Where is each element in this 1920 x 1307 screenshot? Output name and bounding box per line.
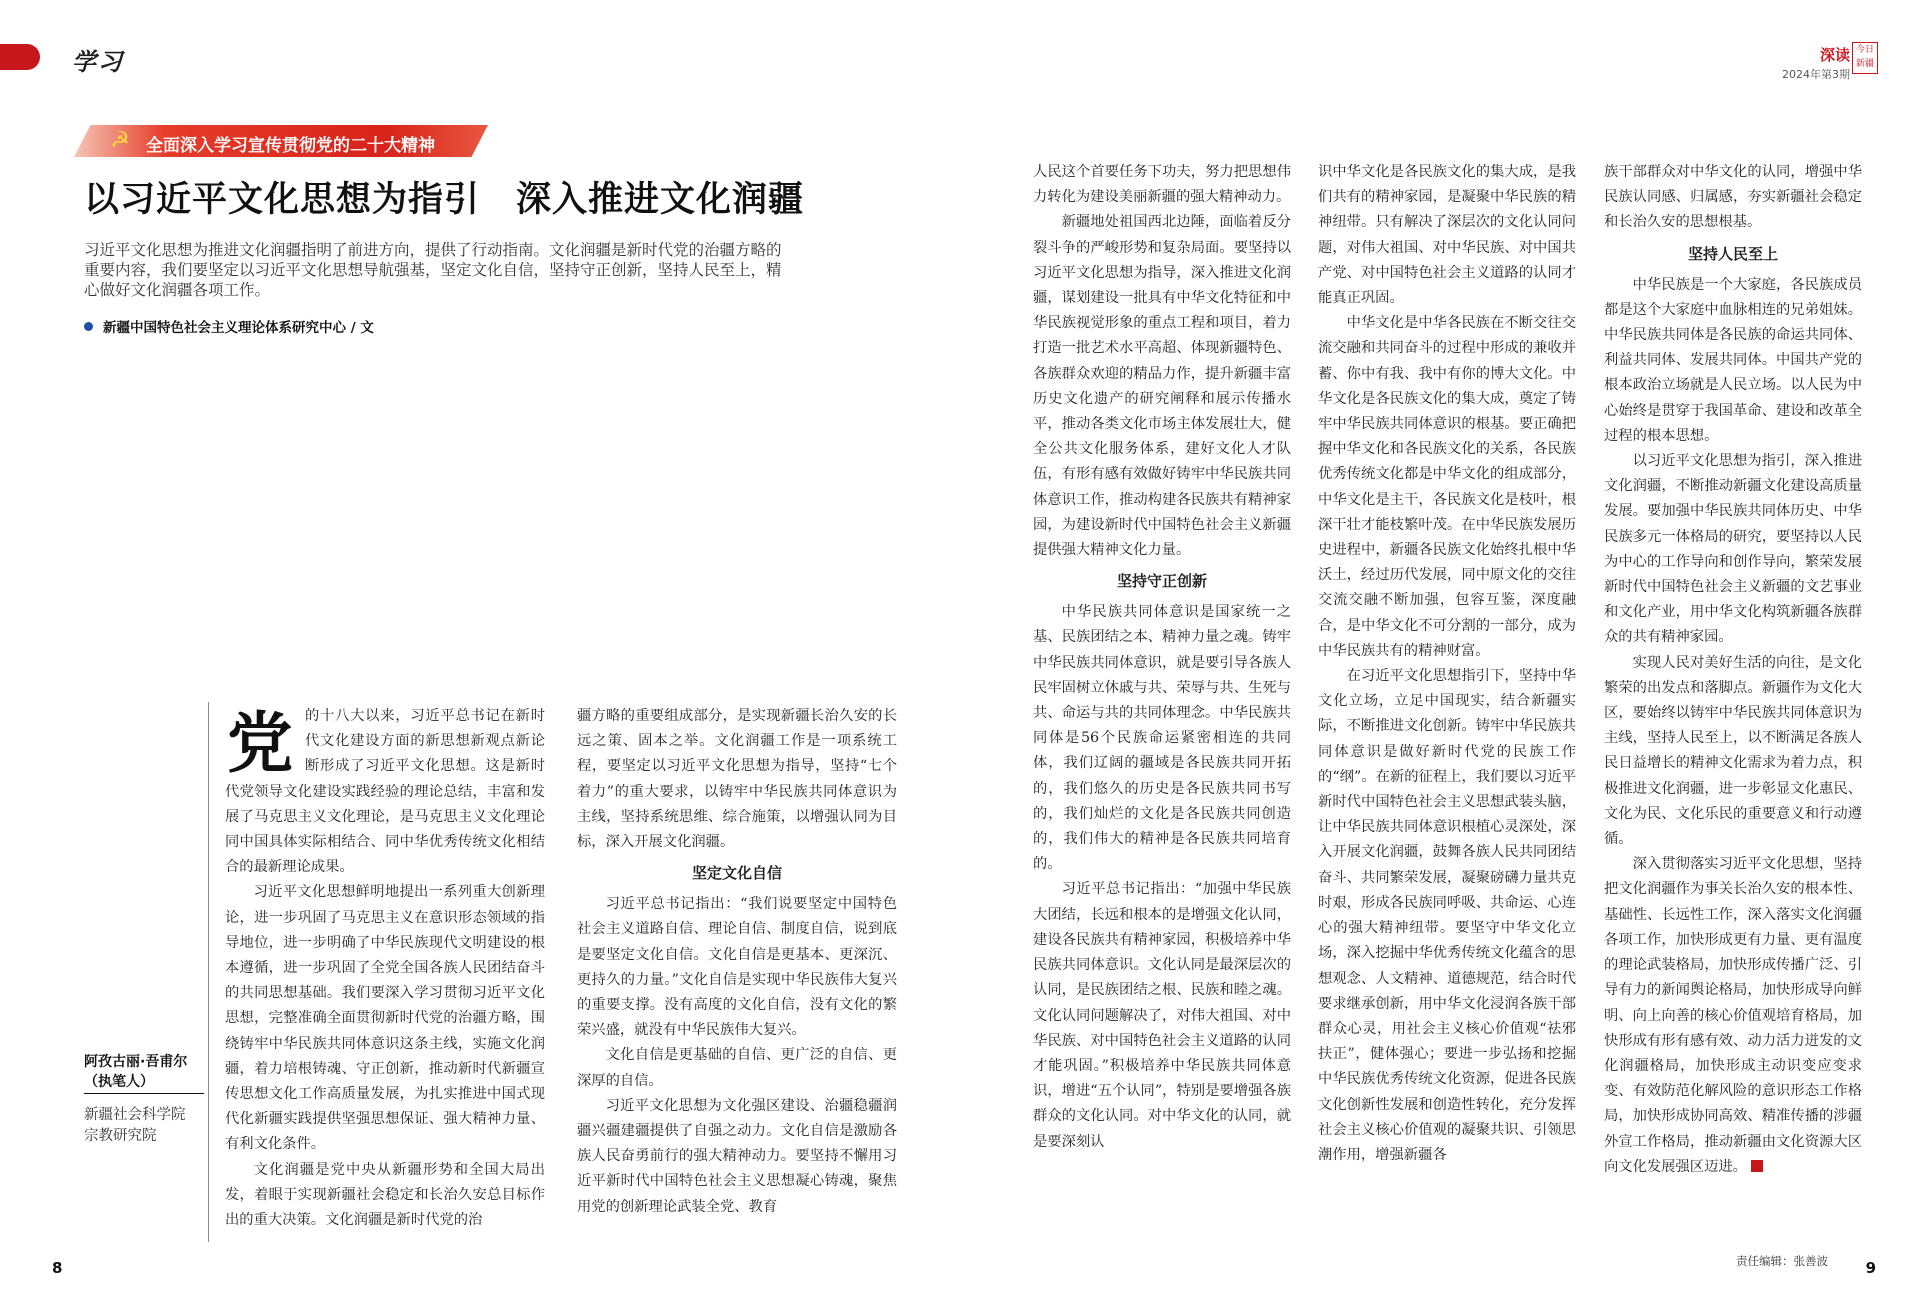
drop-cap: 党 [227, 704, 293, 782]
paragraph: 实现人民对美好生活的向往，是文化繁荣的出发点和落脚点。新疆作为文化大区，要始终以铸牢中华民族共同体意识为主线，坚持人民至上，以不断满足各族人民日益增长的精神文化需求为着力点，积极推进文化润疆，进一步彰显文化惠民、文化为民、文化乐民的重要意义和行动遵循。 [1604, 654, 1862, 848]
paragraph: 疆方略的重要组成部分，是实现新疆长治久安的长远之策、固本之举。文化润疆工作是一项系统工程，要坚定以习近平文化思想为指导，坚持“七个着力”的重大要求，以铸牢中华民族共同体意识为主线，坚持系统思维、综合施策，以增强认同为目标，深入开展文化润疆。 [577, 708, 897, 851]
paragraph [1604, 852, 1862, 1180]
paragraph: 中华文化是中华各民族在不断交往交流交融和共同奋斗的过程中形成的兼收并蓄、你中有我、我中有你的博大文化。中华文化是各民族文化的集大成，奠定了铸牢中华民族共同体意识的根基。要正确把握中华文化和各民族文化的关系，各民族优秀传统文化都是中华文化的组成部分，中华文化是主干，各民族文化是枝叶，根深干壮才能枝繁叶茂。在中华民族发展历史进程中，新疆各民族文化始终扎根中华沃土，经过历代发展，同中原文化的交往交流交融不断加强，包容互鉴，深度融合，是中华文化不可分割的一部分，成为中华民族共有的精神财富。 [1318, 315, 1576, 659]
paragraph: 在习近平文化思想指引下，坚持中华文化立场，立足中国现实，结合新疆实际，不断推进文化创新。铸牢中华民族共同体意识是做好新时代党的民族工作的“纲”。在新的征程上，我们要以习近平新时代中国特色社会主义思想武装头脑，让中华民族共同体意识根植心灵深处，深入开展文化润疆，鼓舞各族人民共同团结奋斗、共同繁荣发展，凝聚磅礴力量共克时艰，形成各民族同呼吸、共命运、心连心的强大精神纽带。要坚守中华文化立场，深入挖掘中华优秀传统文化蕴含的思想观念、人文精神、道德规范，结合时代要求继承创新，用中华文化浸润各族干部群众心灵，用社会主义核心价值观“祛邪扶正”，健体强心；要进一步弘扬和挖掘中华民族优秀传统文化资源，促进各民族文化创新性发展和创造性转化，充分发挥社会主义核心价值观的凝聚共识、引领思潮作用，增强新疆各 [1318, 668, 1576, 1163]
paragraph: 新疆地处祖国西北边陲，面临着反分裂斗争的严峻形势和复杂局面。要坚持以习近平文化思想为指导，深入推进文化润疆，谋划建设一批具有中华文化特征和中华民族视觉形象的重点工程和项目，着力打造一批艺术水平高超、体现新疆特色、各族群众欢迎的精品力作，提升新疆丰富历史文化遗产的研究阐释和展示传播水平，推动各类文化市场主体发展壮大，健全公共文化服务体系，建好文化人才队伍，有形有感有效做好铸牢中华民族共同体意识工作，推动构建各民族共有精神家园，为建设新时代中国特色社会主义新疆提供强大精神文化力量。 [1033, 214, 1291, 559]
paragraph: 的十八大以来，习近平总书记在新时代文化建设方面的新思想新观点新论断形成了习近平文化思想。这是新时代党领导文化建设实践经验的理论总结，丰富和发展了马克思主义文化理论，是马克思主义文化理论同中国具体实际相结合、同中华优秀传统文化相结合的最新理论成果。 [225, 708, 545, 876]
end-of-article-icon [1751, 1160, 1763, 1172]
bullet-dot-icon [84, 322, 93, 331]
section-tab-marker [0, 44, 40, 70]
article-title: 以习近平文化思想为指引 深入推进文化润疆 [84, 180, 805, 220]
article-byline [84, 316, 374, 336]
magazine-logo: 今日新疆 [1852, 42, 1878, 74]
body-column-1 [225, 704, 545, 1233]
byline-text: 新疆中国特色社会主义理论体系研究中心 / 文 [103, 320, 374, 336]
paragraph: 文化自信是更基础的自信、更广泛的自信、更深厚的自信。 [577, 1047, 897, 1089]
section-label: 学习 [72, 48, 124, 76]
paragraph: 人民这个首要任务下功夫，努力把思想伟力转化为建设美丽新疆的强大精神动力。 [1033, 164, 1291, 206]
magazine-brand [1782, 44, 1850, 82]
paragraph: 文化润疆是党中央从新疆形势和全国大局出发，着眼于实现新疆社会稳定和长治久安总目标作出的重大决策。文化润疆是新时代党的治 [225, 1161, 545, 1229]
body-column-5 [1604, 160, 1862, 1180]
page-number-right: 9 [1865, 1259, 1876, 1277]
body-column-4 [1318, 160, 1576, 1168]
paragraph: 习近平总书记指出：“加强中华民族大团结，长远和根本的是增强文化认同，建设各民族共有精神家园，积极培养中华民族共同体意识。文化认同是最深层次的认同，是民族团结之根、民族和睦之魂。文化认同问题解决了，对伟大祖国、对中华民族、对中国特色社会主义道路的认同才能巩固。”积极培养中华民族共同体意识，增进“五个认同”，特别是要增强各族群众的文化认同。对中华文化的认同，就是要深刻认 [1033, 881, 1291, 1150]
section-heading: 坚持守正创新 [1116, 572, 1207, 591]
paragraph-text: 深入贯彻落实习近平文化思想，坚持把文化润疆作为事关长治久安的根本性、基础性、长远性工作，深入落实文化润疆各项工作，加快形成更有力量、更有温度的理论武装格局，加快形成传播广泛、引导有力的新闻舆论格局，加快形成导向鲜明、向上向善的核心价值观培育格局，加快形成有形有感有效、动力活力迸发的文化润疆格局，加快形成主动识变应变求变、有效防范化解风险的意识形态工作格局，加快形成协同高效、精准传播的涉疆外宣工作格局，推动新疆由文化资源大区向文化发展强区迈进。 [1604, 856, 1862, 1175]
paragraph: 习近平文化思想鲜明地提出一系列重大创新理论，进一步巩固了马克思主义在意识形态领域的指导地位，进一步明确了中华民族现代文明建设的根本遵循，进一步巩固了全党全国各族人民团结奋斗的共同思想基础。我们要深入学习贯彻习近平文化思想，完整准确全面贯彻新时代党的治疆方略，围绕铸牢中华民族共同体意识这条主线，实施文化润疆，着力培根铸魂、守正创新，推动新时代新疆宣传思想文化工作高质量发展，为扎实推进中国式现代化新疆实践提供坚强思想保证、强大精神力量、有利文化条件。 [225, 884, 545, 1153]
author-rule [84, 1093, 204, 1094]
section-heading: 坚持人民至上 [1687, 244, 1778, 263]
paragraph: 习近平总书记指出：“我们说要坚定中国特色社会主义道路自信、理论自信、制度自信，说到底是要坚定文化自信。文化自信是更基本、更深沉、更持久的力量。”文化自信是实现中华民族伟大复兴的重要支撑。没有高度的文化自信，没有文化的繁荣兴盛，就没有中华民族伟大复兴。 [577, 896, 897, 1039]
body-column-3 [1033, 160, 1291, 1155]
banner-text: 全面深入学习宣传贯彻党的二十大精神 [146, 136, 435, 156]
brand-name: 深读 [1819, 46, 1850, 64]
paragraph: 族干部群众对中华文化的认同，增强中华民族认同感、归属感，夯实新疆社会稳定和长治久安的思想根基。 [1604, 164, 1862, 231]
author-affiliation: 新疆社会科学院宗教研究院 [84, 1107, 186, 1144]
party-emblem-icon: ☭ [110, 128, 130, 153]
article-lead: 习近平文化思想为推进文化润疆指明了前进方向，提供了行动指南。文化润疆是新时代党的治疆方略的重要内容，我们要坚定以习近平文化思想导航强基，坚定文化自信，坚持守正创新，坚持人民至上，精心做好文化润疆各项工作。 [84, 241, 782, 299]
paragraph: 习近平文化思想为文化强区建设、治疆稳疆润疆兴疆建疆提供了自强之动力。文化自信是激励各族人民奋勇前行的强大精神动力。要坚持不懈用习近平新时代中国特色社会主义思想凝心铸魂，聚焦用党的创新理论武装全党、教育 [577, 1097, 897, 1215]
author-name: 阿孜古丽·吾甫尔（执笔人） [84, 1054, 188, 1090]
issue-label: 2024年第3期 [1782, 68, 1850, 81]
page-number-left: 8 [52, 1259, 63, 1277]
paragraph: 以习近平文化思想为指引，深入推进文化润疆，不断推动新疆文化建设高质量发展。要加强中华民族共同体历史、中华民族多元一体格局的研究，要坚持以人民为中心的工作导向和创作导向，繁荣发展新时代中国特色社会主义新疆的文艺事业和文化产业，用中华文化构筑新疆各族群众的共有精神家园。 [1604, 453, 1862, 646]
body-column-2 [577, 704, 897, 1220]
responsible-editor: 责任编辑：张善波 [1736, 1254, 1828, 1268]
section-heading: 坚定文化自信 [691, 864, 782, 883]
author-divider [208, 702, 209, 1242]
paragraph: 中华民族是一个大家庭，各民族成员都是这个大家庭中血脉相连的兄弟姐妹。中华民族共同体是各民族的命运共同体、利益共同体、发展共同体。中国共产党的根本政治立场就是人民立场。以人民为中心始终是贯穿于我国革命、建设和改革全过程的根本思想。 [1604, 276, 1862, 444]
paragraph: 识中华文化是各民族文化的集大成，是我们共有的精神家园，是凝聚中华民族的精神纽带。只有解决了深层次的文化认同问题，对伟大祖国、对中华民族、对中国共产党、对中国特色社会主义道路的认同才能真正巩固。 [1318, 164, 1576, 307]
paragraph: 中华民族共同体意识是国家统一之基、民族团结之本、精神力量之魂。铸牢中华民族共同体意识，就是要引导各族人民牢固树立休戚与共、荣辱与共、生死与共、命运与共的共同体理念。中华民族共同体是56个民族命运紧密相连的共同体，我们辽阔的疆域是各民族共同开拓的，我们悠久的历史是各民族共同书写的，我们灿烂的文化是各民族共同创造的，我们伟大的精神是各民族共同培育的。 [1033, 604, 1291, 873]
